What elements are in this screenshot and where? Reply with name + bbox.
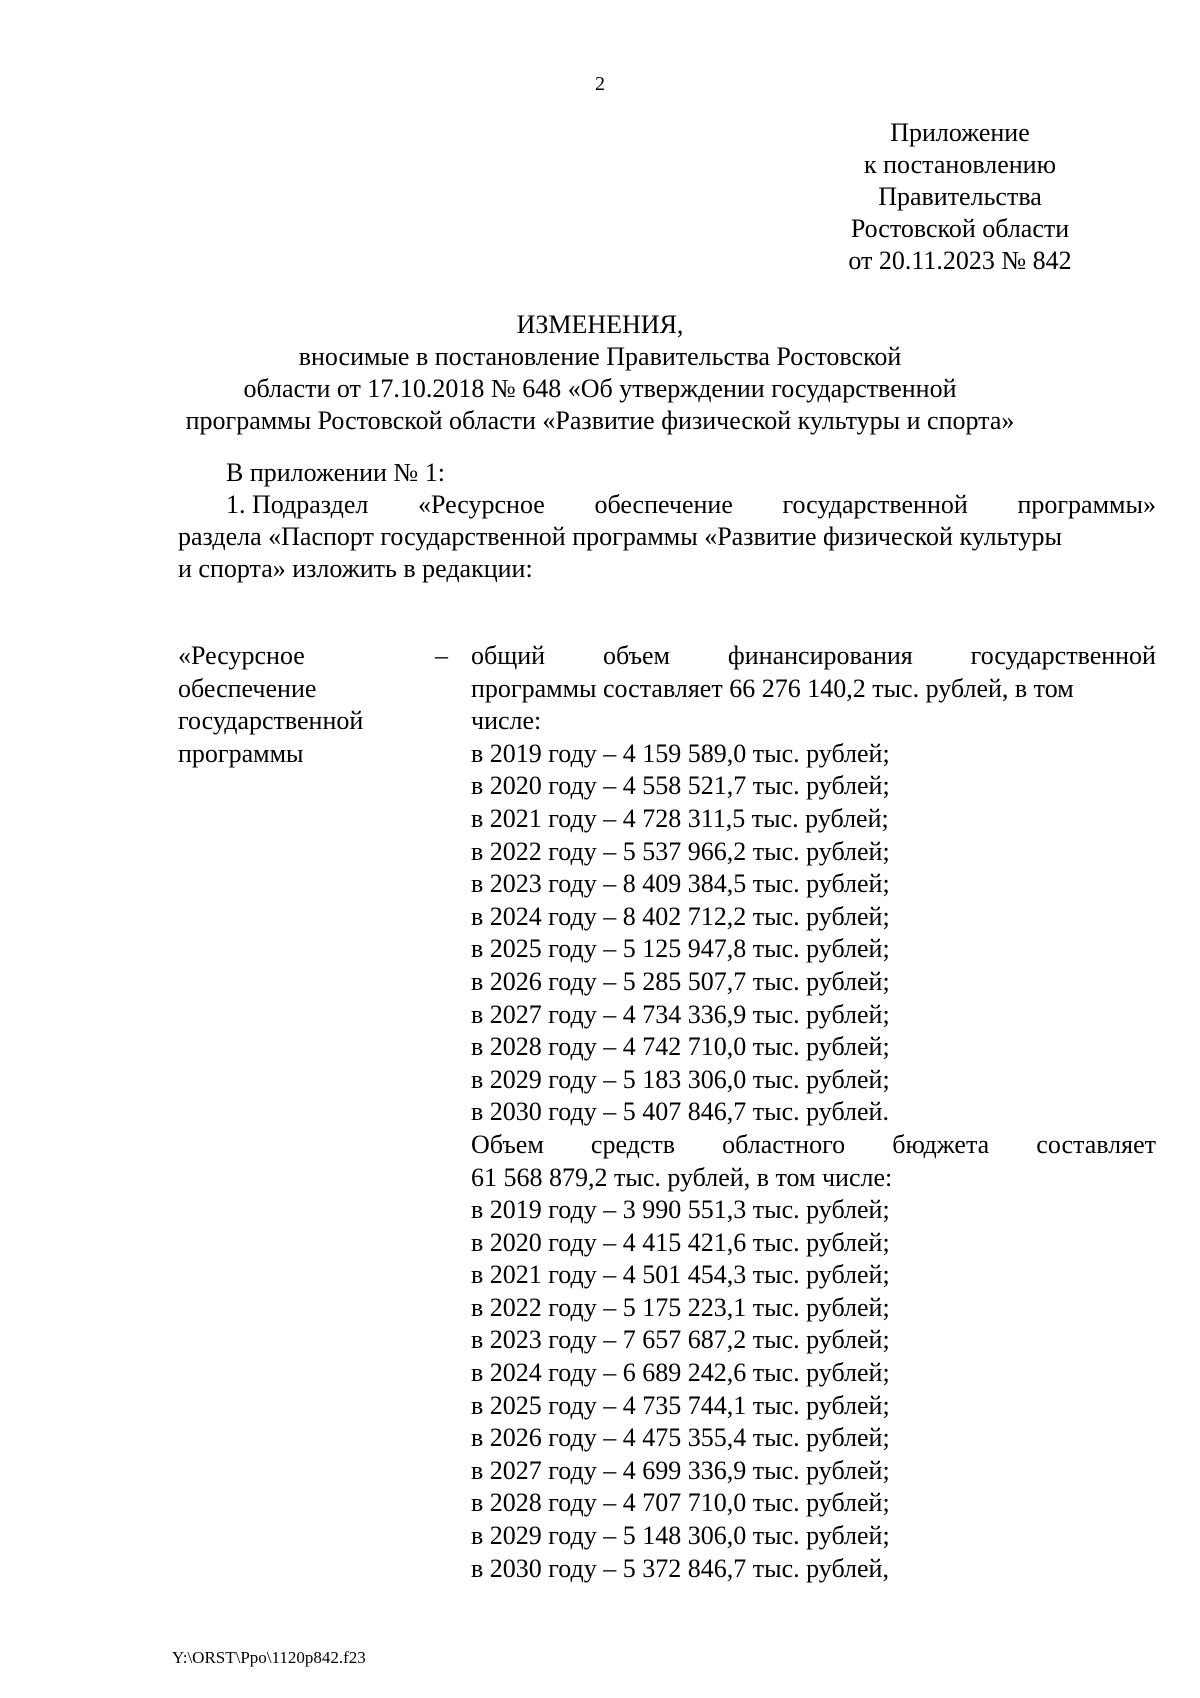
year-amount-line: в 2027 году – 4 699 336,9 тыс. рублей; <box>471 1455 890 1485</box>
year-amount-line: в 2022 году – 5 175 223,1 тыс. рублей; <box>471 1292 890 1322</box>
year-amount-line: в 2028 году – 4 742 710,0 тыс. рублей; <box>471 1032 890 1062</box>
total-word: объем <box>602 641 671 670</box>
year-amount-line: в 2019 году – 3 990 551,3 тыс. рублей; <box>471 1195 890 1225</box>
total-by-year-list <box>471 738 1156 1129</box>
year-amount-line: в 2026 году – 5 285 507,7 тыс. рублей; <box>471 966 890 996</box>
item1-line1 <box>178 489 1156 521</box>
appendix-line: Правительства <box>878 182 1042 211</box>
year-amount-line: в 2020 году – 4 415 421,6 тыс. рублей; <box>471 1227 890 1257</box>
year-amount-line: в 2022 году – 5 537 966,2 тыс. рублей; <box>471 836 890 866</box>
year-amount-line: в 2030 году – 5 407 846,7 тыс. рублей. <box>471 1097 889 1127</box>
resources-label-line: программы <box>178 738 304 768</box>
appendix-line: от 20.11.2023 № 842 <box>848 246 1072 275</box>
year-amount-line: в 2026 году – 4 475 355,4 тыс. рублей; <box>471 1423 890 1453</box>
regional-word: средств <box>590 1129 676 1159</box>
resources-label-line: государственной <box>178 706 364 736</box>
resources-dash: – <box>435 641 448 670</box>
year-amount-line: в 2020 году – 4 558 521,7 тыс. рублей; <box>471 771 890 801</box>
document-header <box>150 309 1050 437</box>
document-subtitle-line: вносимые в постановление Правительства Ростовской <box>298 342 902 371</box>
year-amount-line: в 2024 году – 6 689 242,6 тыс. рублей; <box>471 1358 890 1388</box>
document-subtitle-line: области от 17.10.2018 № 648 «Об утверждении государственной <box>243 374 957 403</box>
total-line3: числе: <box>471 706 542 736</box>
item1-word: «Ресурсное <box>417 490 545 519</box>
item1-word: обеспечение <box>594 490 733 519</box>
year-amount-line: в 2025 году – 5 125 947,8 тыс. рублей; <box>471 934 890 964</box>
total-word: финансирования <box>727 641 913 670</box>
document-subtitle-line: программы Ростовской области «Развитие физической культуры и спорта» <box>185 406 1015 435</box>
year-amount-line: в 2029 году – 5 148 306,0 тыс. рублей; <box>471 1521 890 1551</box>
year-amount-line: в 2027 году – 4 734 336,9 тыс. рублей; <box>471 999 890 1029</box>
regional-line2: 61 568 879,2 тыс. рублей, в том числе: <box>471 1162 893 1192</box>
year-amount-line: в 2030 году – 5 372 846,7 тыс. рублей, <box>471 1553 889 1583</box>
regional-word: Объем <box>471 1129 544 1159</box>
resources-content <box>471 640 1156 1585</box>
appendix-line: к постановлению <box>863 150 1057 179</box>
item1-line2: раздела «Паспорт государственной программы «Развитие физической культуры <box>178 522 1062 551</box>
year-amount-line: в 2023 году – 7 657 687,2 тыс. рублей; <box>471 1325 890 1355</box>
page-number: 2 <box>595 73 605 95</box>
item1-word: государственной <box>782 490 968 519</box>
regional-by-year-list <box>471 1194 1156 1585</box>
resources-label-line: обеспечение <box>178 673 317 703</box>
total-line1 <box>471 640 1156 673</box>
total-word: государственной <box>970 641 1156 670</box>
file-path-footer: Y:\ORST\Ppo\1120p842.f23 <box>172 1648 366 1667</box>
appendix-block <box>810 117 1110 277</box>
document-title: ИЗМЕНЕНИЯ, <box>516 310 684 339</box>
year-amount-line: в 2021 году – 4 728 311,5 тыс. рублей; <box>471 803 889 833</box>
year-amount-line: в 2029 году – 5 183 306,0 тыс. рублей; <box>471 1064 890 1094</box>
resources-label <box>178 640 428 770</box>
regional-word: бюджета <box>892 1129 990 1159</box>
item1-word: программы» <box>1017 490 1156 519</box>
year-amount-line: в 2024 году – 8 402 712,2 тыс. рублей; <box>471 901 890 931</box>
item1-word: 1. Подраздел <box>226 490 369 519</box>
body-text <box>178 457 1156 585</box>
appendix-line: Приложение <box>890 118 1030 147</box>
year-amount-line: в 2023 году – 8 409 384,5 тыс. рублей; <box>471 869 890 899</box>
year-amount-line: в 2019 году – 4 159 589,0 тыс. рублей; <box>471 738 890 768</box>
appendix-line: Ростовской области <box>850 214 1070 243</box>
total-line2: программы составляет 66 276 140,2 тыс. рублей, в том <box>471 673 1074 703</box>
regional-word: составляет <box>1036 1129 1156 1159</box>
total-word: общий <box>471 641 546 670</box>
regional-line1 <box>471 1129 1156 1162</box>
year-amount-line: в 2021 году – 4 501 454,3 тыс. рублей; <box>471 1260 890 1290</box>
year-amount-line: в 2028 году – 4 707 710,0 тыс. рублей; <box>471 1488 890 1518</box>
year-amount-line: в 2025 году – 4 735 744,1 тыс. рублей; <box>471 1390 890 1420</box>
regional-word: областного <box>722 1129 846 1159</box>
resources-label-line: «Ресурсное <box>178 641 305 670</box>
intro-line: В приложении № 1: <box>226 458 445 487</box>
item1-line3: и спорта» изложить в редакции: <box>178 554 533 583</box>
